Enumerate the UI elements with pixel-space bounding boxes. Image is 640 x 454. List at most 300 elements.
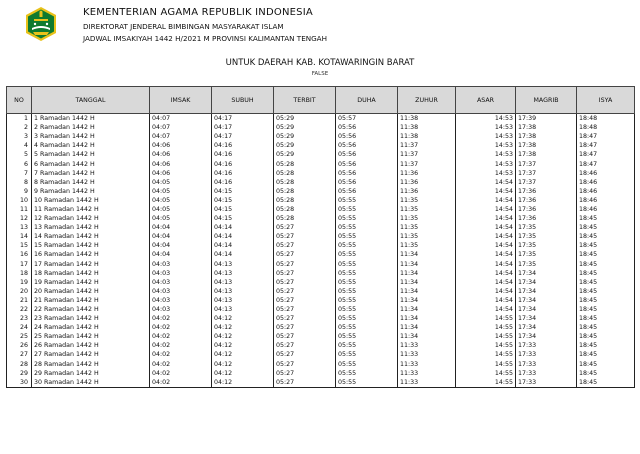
table-cell: 04:12	[212, 332, 274, 341]
table-cell: 7	[7, 169, 32, 178]
table-cell: 05:55	[336, 341, 398, 350]
table-row	[7, 114, 635, 124]
table-cell: 11:33	[398, 378, 456, 388]
table-cell: 05:28	[274, 205, 336, 214]
table-cell: 04:12	[212, 350, 274, 359]
table-cell: 04:12	[212, 323, 274, 332]
table-cell: 11:38	[398, 132, 456, 141]
table-row	[7, 378, 635, 388]
table-cell: 04:16	[212, 159, 274, 168]
table-cell: 14:53	[456, 132, 516, 141]
table-cell: 04:05	[150, 214, 212, 223]
table-cell: 05:55	[336, 278, 398, 287]
table-cell: 04:04	[150, 241, 212, 250]
table-cell: 04:17	[212, 123, 274, 132]
table-cell: 04:02	[150, 323, 212, 332]
table-cell: 04:14	[212, 223, 274, 232]
table-cell: 2	[7, 123, 32, 132]
table-cell: 14:54	[456, 260, 516, 269]
table-cell: 14:54	[456, 232, 516, 241]
column-header: ISYA	[577, 87, 635, 114]
table-cell: 04:06	[150, 150, 212, 159]
table-cell: 3 Ramadan 1442 H	[32, 132, 150, 141]
table-cell: 05:27	[274, 314, 336, 323]
table-cell: 13 Ramadan 1442 H	[32, 223, 150, 232]
table-row	[7, 223, 635, 232]
table-cell: 30	[7, 378, 32, 388]
table-cell: 05:27	[274, 260, 336, 269]
table-cell: 11:35	[398, 232, 456, 241]
table-cell: 14:54	[456, 305, 516, 314]
table-cell: 18 Ramadan 1442 H	[32, 269, 150, 278]
table-cell: 04:12	[212, 369, 274, 378]
table-cell: 14:55	[456, 341, 516, 350]
table-cell: 05:55	[336, 323, 398, 332]
table-cell: 11:34	[398, 287, 456, 296]
table-row	[7, 178, 635, 187]
table-cell: 17:35	[516, 232, 577, 241]
directorate-title: DIREKTORAT JENDERAL BIMBINGAN MASYARAKAT ISLAM	[83, 22, 284, 31]
table-cell: 11:34	[398, 296, 456, 305]
table-cell: 11:34	[398, 250, 456, 259]
table-cell: 04:13	[212, 296, 274, 305]
table-cell: 22	[7, 305, 32, 314]
table-cell: 23 Ramadan 1442 H	[32, 314, 150, 323]
table-cell: 14:55	[456, 378, 516, 388]
table-cell: 04:07	[150, 132, 212, 141]
table-cell: 17:39	[516, 114, 577, 124]
table-row	[7, 169, 635, 178]
table-cell: 18:46	[577, 205, 635, 214]
table-row	[7, 269, 635, 278]
table-cell: 04:07	[150, 114, 212, 124]
table-cell: 05:55	[336, 269, 398, 278]
table-cell: 04:12	[212, 341, 274, 350]
table-cell: 05:29	[274, 150, 336, 159]
table-cell: 05:56	[336, 150, 398, 159]
table-cell: 05:29	[274, 132, 336, 141]
table-cell: 8	[7, 178, 32, 187]
table-cell: 26	[7, 341, 32, 350]
table-cell: 05:27	[274, 269, 336, 278]
table-cell: 11:33	[398, 369, 456, 378]
table-cell: 05:27	[274, 223, 336, 232]
table-cell: 05:55	[336, 350, 398, 359]
table-cell: 04:03	[150, 269, 212, 278]
table-cell: 04:06	[150, 169, 212, 178]
table-cell: 14:54	[456, 296, 516, 305]
table-cell: 18:46	[577, 178, 635, 187]
table-cell: 18:45	[577, 250, 635, 259]
table-row	[7, 196, 635, 205]
table-cell: 18:46	[577, 169, 635, 178]
table-cell: 18:45	[577, 278, 635, 287]
table-cell: 14:53	[456, 169, 516, 178]
ministry-title: KEMENTERIAN AGAMA REPUBLIK INDONESIA	[83, 7, 313, 18]
table-cell: 11:37	[398, 159, 456, 168]
column-header: ZUHUR	[398, 87, 456, 114]
table-cell: 14:53	[456, 150, 516, 159]
table-cell: 25 Ramadan 1442 H	[32, 332, 150, 341]
table-cell: 11:36	[398, 169, 456, 178]
table-cell: 10 Ramadan 1442 H	[32, 196, 150, 205]
table-cell: 22 Ramadan 1442 H	[32, 305, 150, 314]
table-cell: 18:45	[577, 369, 635, 378]
table-cell: 04:06	[150, 141, 212, 150]
table-cell: 05:27	[274, 360, 336, 369]
table-cell: 04:05	[150, 196, 212, 205]
table-cell: 04:04	[150, 223, 212, 232]
table-row	[7, 205, 635, 214]
table-cell: 17:34	[516, 332, 577, 341]
table-cell: 27	[7, 350, 32, 359]
table-row	[7, 159, 635, 168]
table-cell: 24	[7, 323, 32, 332]
table-cell: 18:48	[577, 123, 635, 132]
table-cell: 05:27	[274, 341, 336, 350]
table-cell: 9	[7, 187, 32, 196]
table-cell: 04:16	[212, 141, 274, 150]
table-cell: 17:36	[516, 205, 577, 214]
table-cell: 14:54	[456, 278, 516, 287]
table-row	[7, 187, 635, 196]
table-cell: 5 Ramadan 1442 H	[32, 150, 150, 159]
column-header: SUBUH	[212, 87, 274, 114]
table-cell: 05:28	[274, 178, 336, 187]
table-cell: 05:29	[274, 123, 336, 132]
table-row	[7, 332, 635, 341]
table-cell: 11:38	[398, 123, 456, 132]
table-row	[7, 350, 635, 359]
column-header: TANGGAL	[32, 87, 150, 114]
kemenag-emblem-icon	[23, 6, 59, 42]
table-cell: 04:13	[212, 269, 274, 278]
table-cell: 04:15	[212, 187, 274, 196]
table-cell: 17:35	[516, 223, 577, 232]
table-cell: 1	[7, 114, 32, 124]
table-cell: 14:55	[456, 350, 516, 359]
table-cell: 14:53	[456, 123, 516, 132]
table-cell: 11:33	[398, 350, 456, 359]
table-cell: 18:45	[577, 223, 635, 232]
table-cell: 05:27	[274, 278, 336, 287]
table-cell: 29	[7, 369, 32, 378]
table-cell: 19	[7, 278, 32, 287]
table-cell: 11:35	[398, 196, 456, 205]
table-cell: 17:34	[516, 314, 577, 323]
table-body	[7, 114, 635, 388]
table-cell: 05:29	[274, 114, 336, 124]
table-cell: 9 Ramadan 1442 H	[32, 187, 150, 196]
table-cell: 04:03	[150, 305, 212, 314]
table-cell: 14:54	[456, 214, 516, 223]
table-cell: 12 Ramadan 1442 H	[32, 214, 150, 223]
table-cell: 05:55	[336, 305, 398, 314]
table-cell: 24 Ramadan 1442 H	[32, 323, 150, 332]
table-cell: 14	[7, 232, 32, 241]
table-cell: 04:16	[212, 150, 274, 159]
table-cell: 2 Ramadan 1442 H	[32, 123, 150, 132]
table-cell: 17:33	[516, 350, 577, 359]
table-cell: 05:27	[274, 250, 336, 259]
table-cell: 21 Ramadan 1442 H	[32, 296, 150, 305]
table-cell: 15 Ramadan 1442 H	[32, 241, 150, 250]
table-cell: 04:15	[212, 196, 274, 205]
table-row	[7, 250, 635, 259]
table-cell: 11:34	[398, 305, 456, 314]
table-row	[7, 323, 635, 332]
table-cell: 11:37	[398, 150, 456, 159]
table-cell: 19 Ramadan 1442 H	[32, 278, 150, 287]
region-subtitle: UNTUK DAERAH KAB. KOTAWARINGIN BARAT	[225, 58, 415, 68]
table-cell: 18:47	[577, 150, 635, 159]
table-cell: 05:27	[274, 241, 336, 250]
table-cell: 05:55	[336, 287, 398, 296]
table-cell: 05:55	[336, 232, 398, 241]
table-cell: 18:45	[577, 350, 635, 359]
table-cell: 04:05	[150, 178, 212, 187]
table-cell: 14:54	[456, 205, 516, 214]
column-header: TERBIT	[274, 87, 336, 114]
table-cell: 17:34	[516, 269, 577, 278]
table-cell: 17:33	[516, 360, 577, 369]
table-cell: 05:55	[336, 223, 398, 232]
table-cell: 04:17	[212, 114, 274, 124]
table-cell: 14:53	[456, 114, 516, 124]
table-cell: 05:55	[336, 250, 398, 259]
table-cell: 11:34	[398, 332, 456, 341]
table-cell: 04:16	[212, 169, 274, 178]
table-cell: 04:04	[150, 232, 212, 241]
table-cell: 05:29	[274, 141, 336, 150]
table-cell: 14:55	[456, 323, 516, 332]
table-cell: 14:55	[456, 360, 516, 369]
table-cell: 17:38	[516, 150, 577, 159]
table-cell: 04:13	[212, 305, 274, 314]
table-cell: 18:45	[577, 214, 635, 223]
table-cell: 17:38	[516, 141, 577, 150]
table-cell: 05:28	[274, 169, 336, 178]
table-cell: 21	[7, 296, 32, 305]
table-cell: 18:45	[577, 323, 635, 332]
table-cell: 18:48	[577, 114, 635, 124]
table-cell: 14:53	[456, 141, 516, 150]
table-cell: 4 Ramadan 1442 H	[32, 141, 150, 150]
table-cell: 17:34	[516, 287, 577, 296]
table-cell: 04:12	[212, 314, 274, 323]
table-cell: 7 Ramadan 1442 H	[32, 169, 150, 178]
table-cell: 3	[7, 132, 32, 141]
column-header: ASAR	[456, 87, 516, 114]
table-cell: 1 Ramadan 1442 H	[32, 114, 150, 124]
table-cell: 04:02	[150, 314, 212, 323]
table-cell: 04:02	[150, 341, 212, 350]
table-cell: 27 Ramadan 1442 H	[32, 350, 150, 359]
table-cell: 28 Ramadan 1442 H	[32, 360, 150, 369]
table-cell: 05:57	[336, 114, 398, 124]
table-cell: 04:13	[212, 278, 274, 287]
table-cell: 20 Ramadan 1442 H	[32, 287, 150, 296]
subtitle-note: FALSE	[311, 71, 329, 77]
table-cell: 13	[7, 223, 32, 232]
table-cell: 18:45	[577, 260, 635, 269]
table-cell: 05:27	[274, 323, 336, 332]
table-cell: 18:45	[577, 269, 635, 278]
table-cell: 05:27	[274, 287, 336, 296]
table-cell: 05:27	[274, 369, 336, 378]
table-cell: 11:34	[398, 314, 456, 323]
table-cell: 17:34	[516, 305, 577, 314]
table-cell: 11:35	[398, 214, 456, 223]
table-row	[7, 341, 635, 350]
table-cell: 05:55	[336, 332, 398, 341]
table-cell: 05:56	[336, 187, 398, 196]
table-cell: 04:03	[150, 296, 212, 305]
table-cell: 11:38	[398, 114, 456, 124]
table-cell: 17:37	[516, 169, 577, 178]
table-cell: 18:45	[577, 341, 635, 350]
table-cell: 18:45	[577, 296, 635, 305]
table-cell: 05:56	[336, 178, 398, 187]
table-cell: 12	[7, 214, 32, 223]
table-row	[7, 141, 635, 150]
table-cell: 28	[7, 360, 32, 369]
table-cell: 17:34	[516, 296, 577, 305]
table-cell: 04:14	[212, 232, 274, 241]
table-row	[7, 232, 635, 241]
table-cell: 04:03	[150, 278, 212, 287]
table-cell: 11:35	[398, 205, 456, 214]
table-cell: 30 Ramadan 1442 H	[32, 378, 150, 388]
table-cell: 11	[7, 205, 32, 214]
table-cell: 05:28	[274, 196, 336, 205]
table-cell: 04:05	[150, 187, 212, 196]
table-cell: 11:33	[398, 341, 456, 350]
table-cell: 14:54	[456, 223, 516, 232]
table-cell: 04:14	[212, 250, 274, 259]
table-cell: 05:27	[274, 232, 336, 241]
table-row	[7, 123, 635, 132]
table-cell: 04:03	[150, 287, 212, 296]
table-cell: 05:27	[274, 296, 336, 305]
table-cell: 05:55	[336, 369, 398, 378]
table-cell: 05:55	[336, 378, 398, 388]
table-cell: 18:45	[577, 241, 635, 250]
table-cell: 05:55	[336, 205, 398, 214]
table-cell: 17:36	[516, 187, 577, 196]
table-cell: 05:56	[336, 123, 398, 132]
table-cell: 18:45	[577, 314, 635, 323]
table-cell: 6	[7, 159, 32, 168]
table-cell: 6 Ramadan 1442 H	[32, 159, 150, 168]
table-cell: 04:06	[150, 159, 212, 168]
table-cell: 17:37	[516, 178, 577, 187]
table-cell: 14:54	[456, 241, 516, 250]
table-cell: 14:54	[456, 269, 516, 278]
table-cell: 11:36	[398, 178, 456, 187]
table-cell: 04:02	[150, 350, 212, 359]
table-cell: 18:47	[577, 132, 635, 141]
table-cell: 05:55	[336, 296, 398, 305]
table-cell: 04:03	[150, 260, 212, 269]
table-cell: 05:55	[336, 260, 398, 269]
table-cell: 14:54	[456, 178, 516, 187]
table-cell: 15	[7, 241, 32, 250]
schedule-table	[6, 86, 635, 388]
table-cell: 05:55	[336, 214, 398, 223]
table-cell: 23	[7, 314, 32, 323]
table-cell: 18:45	[577, 232, 635, 241]
table-cell: 04:05	[150, 205, 212, 214]
table-cell: 17:36	[516, 196, 577, 205]
table-cell: 17:33	[516, 378, 577, 388]
table-row	[7, 360, 635, 369]
table-cell: 18:45	[577, 332, 635, 341]
table-row	[7, 369, 635, 378]
table-cell: 5	[7, 150, 32, 159]
table-cell: 05:55	[336, 360, 398, 369]
table-cell: 17:35	[516, 250, 577, 259]
table-cell: 25	[7, 332, 32, 341]
table-cell: 17:38	[516, 123, 577, 132]
table-cell: 05:27	[274, 350, 336, 359]
table-row	[7, 132, 635, 141]
table-cell: 8 Ramadan 1442 H	[32, 178, 150, 187]
table-row	[7, 296, 635, 305]
table-cell: 11:34	[398, 323, 456, 332]
table-cell: 14:54	[456, 287, 516, 296]
table-cell: 17:34	[516, 278, 577, 287]
table-cell: 11 Ramadan 1442 H	[32, 205, 150, 214]
table-cell: 04:02	[150, 369, 212, 378]
table-row	[7, 287, 635, 296]
column-header: MAGRIB	[516, 87, 577, 114]
table-cell: 05:27	[274, 332, 336, 341]
table-cell: 18:45	[577, 378, 635, 388]
table-cell: 14:55	[456, 332, 516, 341]
table-cell: 17	[7, 260, 32, 269]
table-cell: 11:34	[398, 278, 456, 287]
table-cell: 14:54	[456, 196, 516, 205]
table-row	[7, 150, 635, 159]
table-cell: 26 Ramadan 1442 H	[32, 341, 150, 350]
table-cell: 17:33	[516, 369, 577, 378]
table-cell: 05:56	[336, 132, 398, 141]
table-cell: 04:12	[212, 378, 274, 388]
table-cell: 14:55	[456, 369, 516, 378]
table-cell: 18:46	[577, 196, 635, 205]
table-cell: 05:56	[336, 159, 398, 168]
column-header: IMSAK	[150, 87, 212, 114]
table-cell: 05:56	[336, 141, 398, 150]
table-cell: 11:37	[398, 141, 456, 150]
table-cell: 20	[7, 287, 32, 296]
table-cell: 17:33	[516, 341, 577, 350]
table-cell: 11:36	[398, 187, 456, 196]
table-cell: 18:46	[577, 187, 635, 196]
table-cell: 14:54	[456, 250, 516, 259]
table-cell: 04:15	[212, 205, 274, 214]
table-cell: 04:14	[212, 241, 274, 250]
table-cell: 17 Ramadan 1442 H	[32, 260, 150, 269]
table-cell: 18:45	[577, 287, 635, 296]
table-cell: 17:38	[516, 132, 577, 141]
table-cell: 17:35	[516, 260, 577, 269]
table-cell: 05:55	[336, 196, 398, 205]
table-cell: 04:13	[212, 260, 274, 269]
table-row	[7, 260, 635, 269]
table-cell: 11:33	[398, 360, 456, 369]
